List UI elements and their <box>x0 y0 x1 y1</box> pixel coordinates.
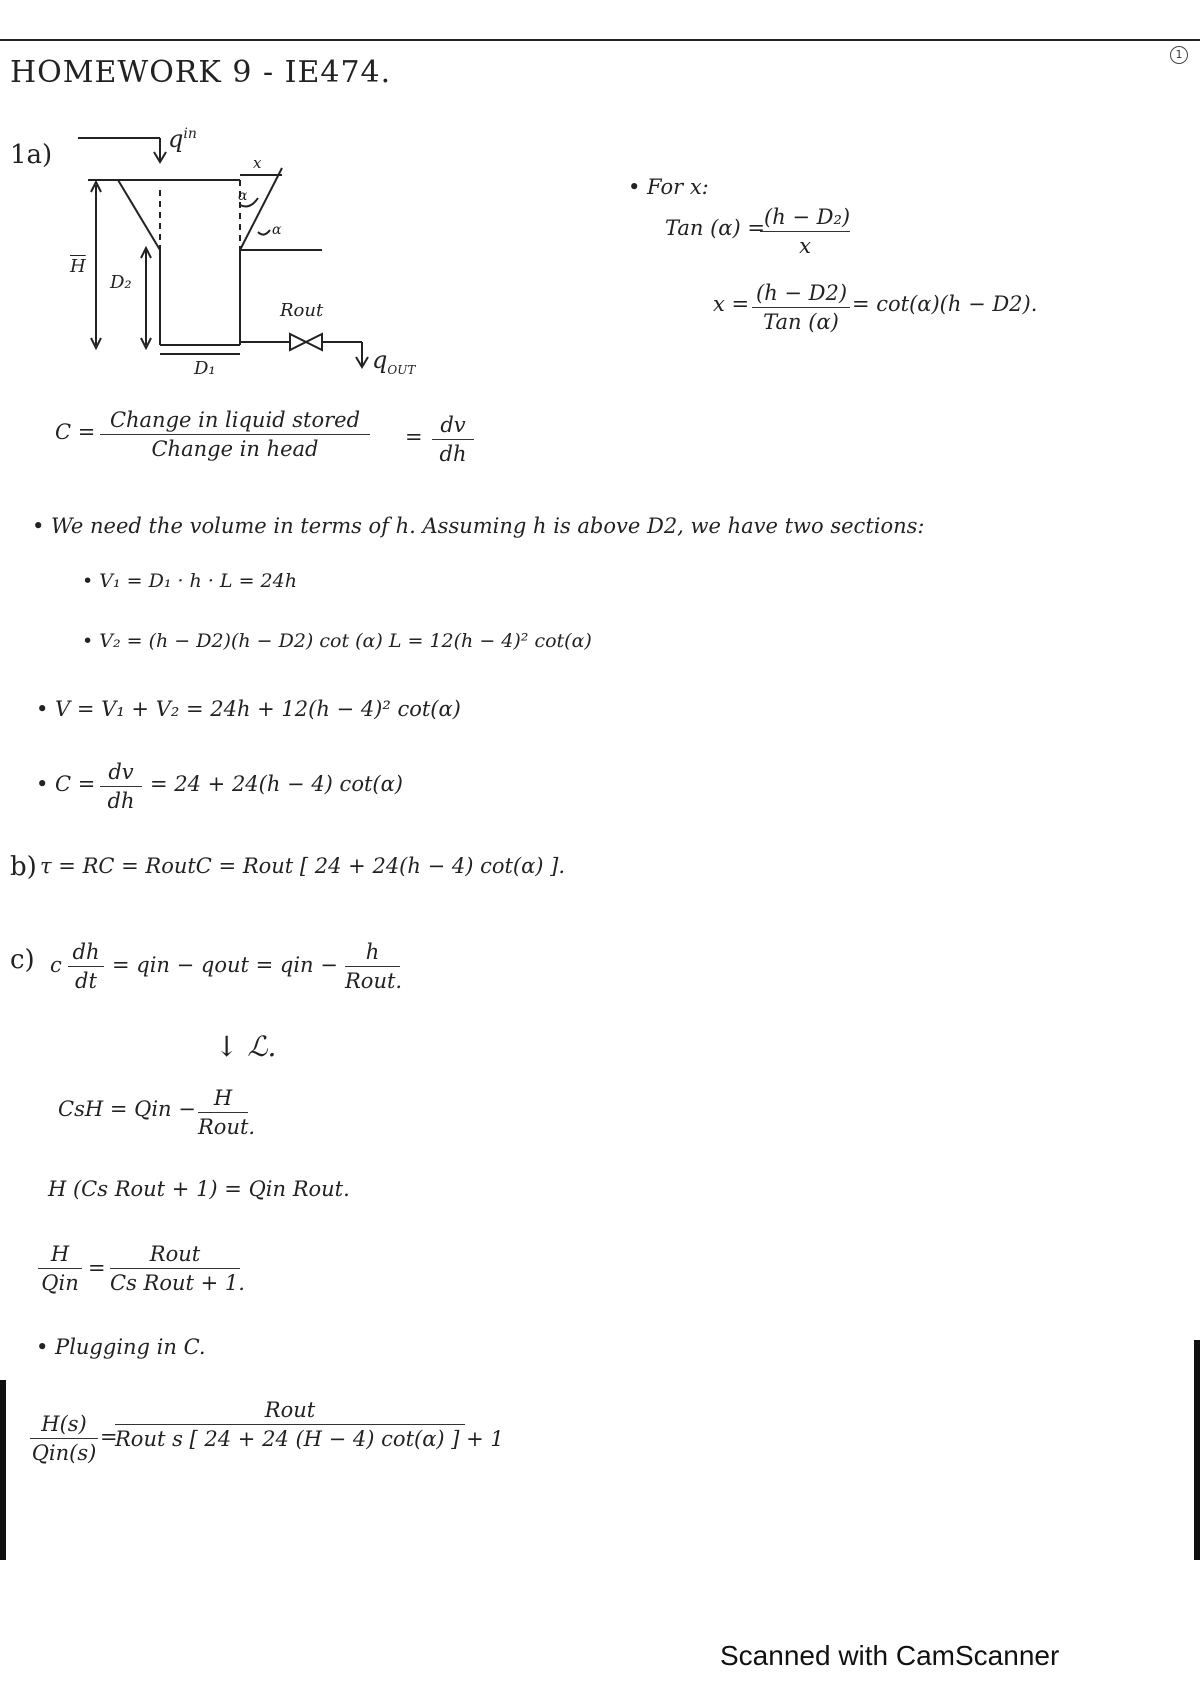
x-fraction <box>752 281 850 334</box>
h-over-rout-fraction <box>345 940 403 993</box>
c-deriv-fraction <box>100 760 142 813</box>
x-label: x <box>253 154 262 172</box>
v2-equation: • V₂ = (h − D2)(h − D2) cot (α) L = 12(h − 4)² cot(α) <box>82 630 592 652</box>
s-domain-lhs: CsH = Qin − <box>58 1097 196 1121</box>
tf-numerator: Rout <box>110 1242 240 1269</box>
c-deriv-rhs: = 24 + 24(h − 4) cot(α) <box>150 772 403 796</box>
tan-numerator: (h − D₂) <box>760 205 850 232</box>
part-a-label: 1a) <box>10 140 53 170</box>
tf-denominator: Cs Rout + 1. <box>110 1271 245 1295</box>
c-deriv-denominator: dh <box>107 789 135 813</box>
alpha-label-2: α <box>272 222 282 238</box>
x-numerator: (h − D2) <box>752 281 850 308</box>
c-deriv-lhs: • C = <box>36 772 96 796</box>
rout-denominator: Rout. <box>345 969 403 993</box>
scan-edge-right <box>1194 1340 1200 1560</box>
c-definition-fraction <box>100 408 370 461</box>
qin-label: $q^{in}$ <box>168 125 197 153</box>
dh-dt-fraction <box>68 940 104 993</box>
dt: dt <box>75 969 97 993</box>
final-lhs-fraction <box>30 1412 98 1465</box>
qout-label: $q_{OUT}$ <box>372 346 416 377</box>
page-title: HOMEWORK 9 - IE474. <box>10 55 392 90</box>
s-domain-fraction <box>198 1086 256 1139</box>
camscanner-watermark: Scanned with CamScanner <box>720 1640 1060 1671</box>
c-dh: dh <box>439 442 467 466</box>
x-lhs: x = <box>713 292 750 316</box>
final-rhs-denominator: Rout s [ 24 + 24 (H − 4) cot(α) ] + 1 <box>115 1427 504 1451</box>
tan-lhs: Tan (α) = <box>665 216 765 240</box>
x-denominator: Tan (α) <box>763 310 839 334</box>
final-rhs-numerator: Rout <box>115 1398 465 1425</box>
d2-label: D₂ <box>110 272 132 293</box>
final-lhs-denominator: Qin(s) <box>31 1441 97 1465</box>
alpha-label-1: α <box>238 188 248 204</box>
tf-fraction <box>110 1242 245 1295</box>
final-lhs-numerator: H(s) <box>30 1412 98 1439</box>
alpha-arc-2 <box>258 230 270 235</box>
h-numerator: h <box>345 940 400 967</box>
s-domain-numerator: H <box>198 1086 248 1113</box>
for-x-heading: • For x: <box>628 175 709 199</box>
tan-denominator: x <box>799 234 811 258</box>
valve-right <box>306 334 322 350</box>
v1-equation: • V₁ = D₁ · h · L = 24h <box>82 570 297 592</box>
x-rhs: = cot(α)(h − D2). <box>852 292 1038 316</box>
s-domain-denominator: Rout. <box>198 1115 256 1139</box>
page-number: 1 <box>1175 48 1183 61</box>
left-slant-wall <box>118 180 160 250</box>
part-b-equation: τ = RC = RoutC = Rout [ 24 + 24(h − 4) cot(α) ]. <box>40 854 566 878</box>
scan-edge-left <box>0 1380 6 1560</box>
c-definition-equals: = <box>405 425 423 449</box>
c-deriv-numerator: dv <box>100 760 142 787</box>
h-factored-equation: H (Cs Rout + 1) = Qin Rout. <box>48 1177 350 1201</box>
laplace-transform-arrow: ↓ ℒ. <box>215 1030 277 1063</box>
flow-balance: = qin − qout = qin − <box>112 953 338 977</box>
valve-left <box>290 334 306 350</box>
h-over-qin-fraction <box>38 1242 82 1295</box>
final-transfer-function <box>115 1398 504 1451</box>
h-over-qin-denominator: Qin <box>41 1271 79 1295</box>
part-c-label: c) <box>10 945 35 975</box>
tan-fraction <box>760 205 850 258</box>
v-total-equation: • V = V₁ + V₂ = 24h + 12(h − 4)² cot(α) <box>36 697 461 721</box>
h-label: $\overline{H}$ <box>70 256 86 277</box>
d1-label: D₁ <box>194 358 216 379</box>
final-equals: = <box>100 1425 118 1449</box>
h-over-qin-numerator: H <box>38 1242 82 1269</box>
part-b-label: b) <box>10 852 37 882</box>
volume-note: • We need the volume in terms of h. Assuming h is above D2, we have two sections: <box>32 514 925 538</box>
c-definition-numerator: Change in liquid stored <box>100 408 370 435</box>
c-definition-lhs: C = <box>55 420 96 444</box>
part-c-c: c <box>50 953 62 977</box>
c-dv-dh-fraction <box>432 413 474 466</box>
c-definition-denominator: Change in head <box>151 437 319 461</box>
rout-label: Rout <box>280 300 324 321</box>
tf-equals: = <box>88 1256 106 1280</box>
c-dv: dv <box>432 413 474 440</box>
dh: dh <box>68 940 104 967</box>
plugging-in-note: • Plugging in C. <box>36 1335 206 1359</box>
